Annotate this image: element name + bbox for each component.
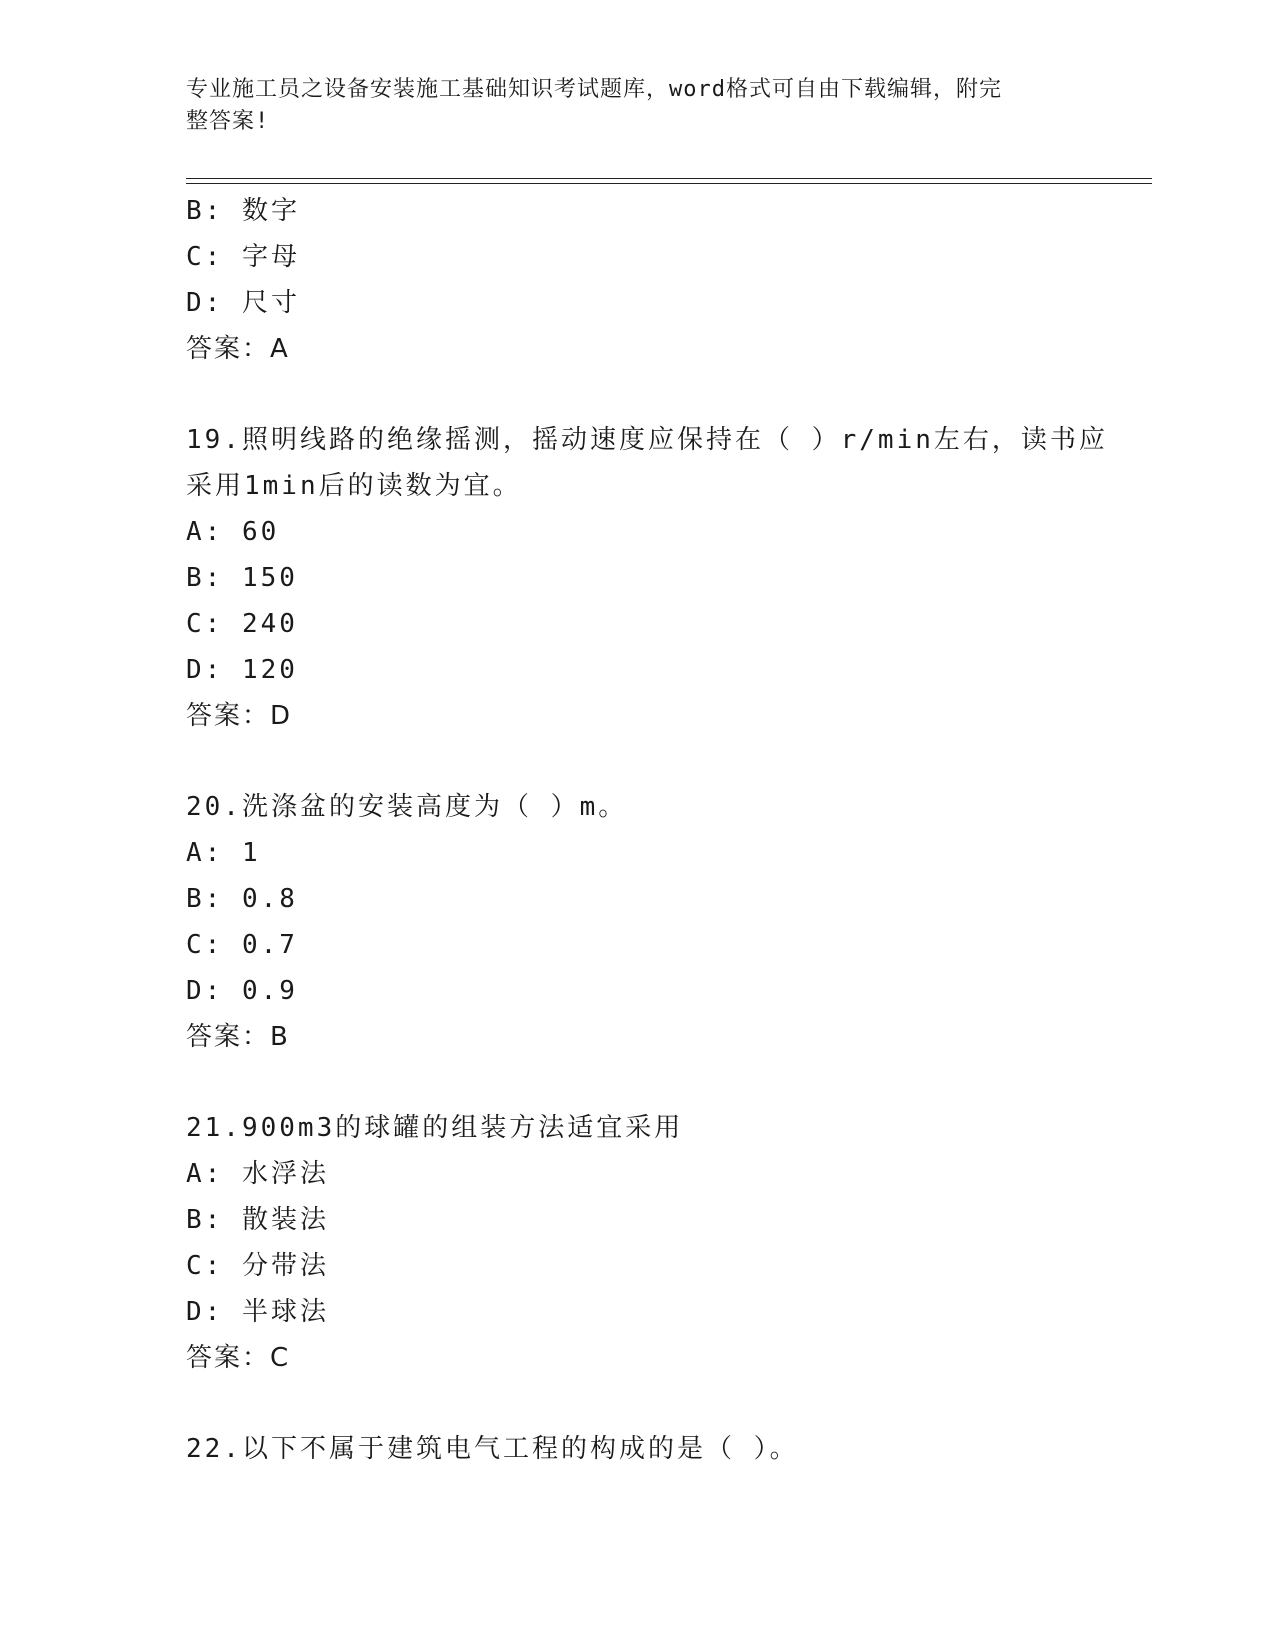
header-line-1: 专业施工员之设备安装施工基础知识考试题库，word格式可自由下载编辑，附完 xyxy=(186,77,1002,102)
option-c: C: 分带法 xyxy=(186,1251,329,1281)
option-d: D: 120 xyxy=(186,655,298,685)
header-line-2: 整答案! xyxy=(186,109,270,134)
option-b: B: 150 xyxy=(186,563,298,593)
header-divider-bottom xyxy=(186,183,1152,184)
header-divider-top xyxy=(186,178,1152,179)
question-stem: 22.以下不属于建筑电气工程的构成的是（ ）。 xyxy=(186,1434,799,1464)
question-stem: 采用1min后的读数为宜。 xyxy=(186,471,522,501)
answer: 答案：B xyxy=(186,1022,290,1052)
answer: 答案：C xyxy=(186,1343,291,1373)
question-list xyxy=(186,188,1186,1472)
question-19 xyxy=(186,417,1186,739)
option-a: A: 1 xyxy=(186,838,261,868)
option-c: C: 0.7 xyxy=(186,930,298,960)
option-d: D: 半球法 xyxy=(186,1297,329,1327)
question-stem: 20.洗涤盆的安装高度为（ ）m。 xyxy=(186,792,628,822)
option-d: D: 0.9 xyxy=(186,976,298,1006)
option-a: A: 60 xyxy=(186,517,280,547)
prev-question xyxy=(186,188,1186,372)
question-stem: 21.900m3的球罐的组装方法适宜采用 xyxy=(186,1113,684,1143)
answer: 答案：A xyxy=(186,334,290,364)
question-stem: 19.照明线路的绝缘摇测，摇动速度应保持在（ ）r/min左右，读书应 xyxy=(186,425,1108,455)
option-b: B: 0.8 xyxy=(186,884,298,914)
option-b: B: 数字 xyxy=(186,196,300,226)
question-21 xyxy=(186,1105,1186,1381)
document-header xyxy=(186,74,1066,138)
question-22 xyxy=(186,1426,1186,1472)
option-c: C: 240 xyxy=(186,609,298,639)
option-d: D: 尺寸 xyxy=(186,288,300,318)
option-a: A: 水浮法 xyxy=(186,1159,329,1189)
question-20 xyxy=(186,784,1186,1060)
answer: 答案：D xyxy=(186,701,293,731)
option-c: C: 字母 xyxy=(186,242,300,272)
option-b: B: 散装法 xyxy=(186,1205,329,1235)
